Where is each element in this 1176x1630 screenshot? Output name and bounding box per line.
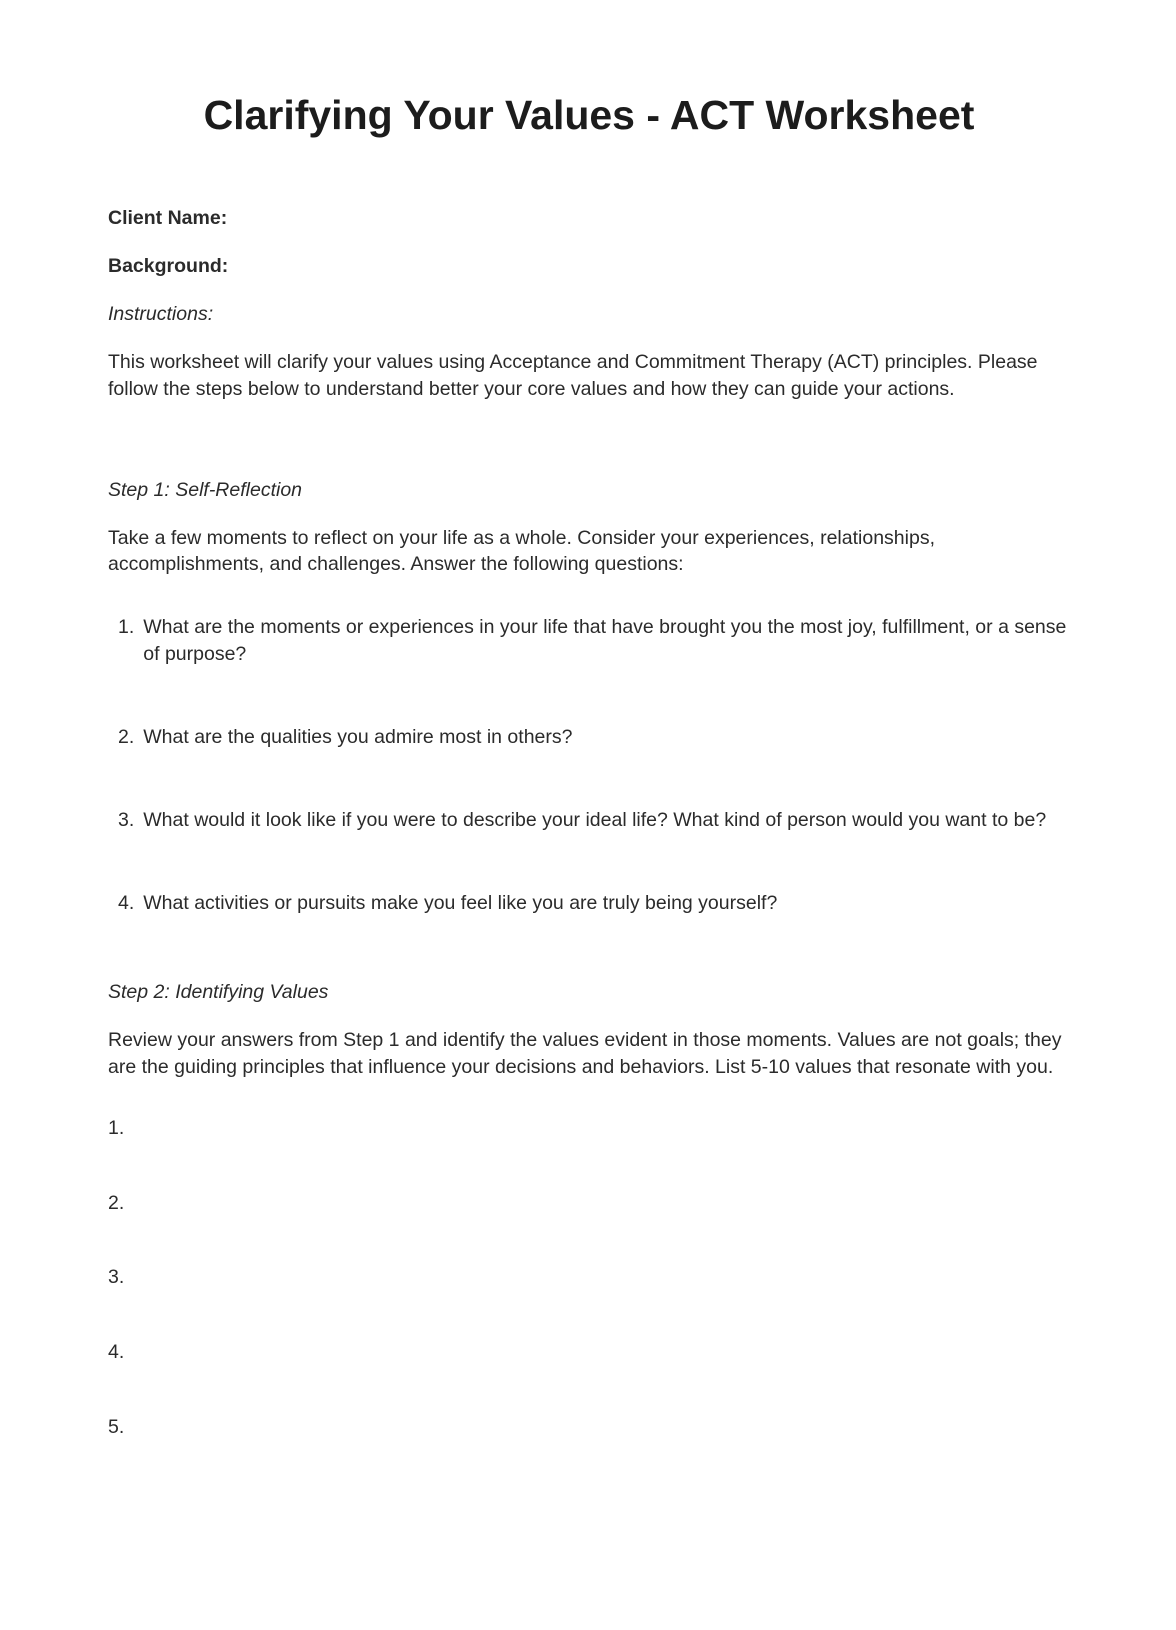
- step1-section: [108, 477, 1070, 917]
- question-number: 2.: [118, 726, 135, 749]
- instructions-text: This worksheet will clarify your values using Acceptance and Commitment Therapy (ACT) principles. Please follow the steps below to understand better your core values and how they can guide your actions.: [108, 350, 1038, 400]
- step1-question-list: [108, 614, 1070, 917]
- question-number: 3.: [118, 809, 135, 832]
- list-item: [118, 614, 1070, 668]
- value-line: 4.: [108, 1341, 125, 1364]
- step2-section: [108, 979, 1070, 1441]
- page-title: Clarifying Your Values - ACT Worksheet: [203, 92, 975, 138]
- question-text: What are the moments or experiences in your life that have brought you the most joy, fulfillment, or a sense of purpose?: [143, 616, 1067, 666]
- client-name-label: Client Name:: [108, 207, 228, 230]
- step2-heading: Step 2: Identifying Values: [108, 980, 329, 1003]
- list-item: [118, 807, 1070, 834]
- step2-intro: Review your answers from Step 1 and identify the values evident in those moments. Values are not goals; they are the guiding principles that influence your decisions and behaviors. List 5-10 values that resonate with you.: [108, 1028, 1062, 1078]
- step1-intro: Take a few moments to reflect on your life as a whole. Consider your experiences, relationships, accomplishments, and challenges. Answer the following questions:: [108, 526, 935, 576]
- value-line: 1.: [108, 1116, 125, 1139]
- step2-values-list: [108, 1115, 1070, 1442]
- question-text: What would it look like if you were to describe your ideal life? What kind of person would you want to be?: [143, 809, 1047, 832]
- question-number: 1.: [118, 616, 135, 639]
- question-text: What activities or pursuits make you feel like you are truly being yourself?: [143, 892, 778, 915]
- instructions-label: Instructions:: [108, 302, 214, 325]
- question-number: 4.: [118, 892, 135, 915]
- step1-heading: Step 1: Self-Reflection: [108, 478, 303, 501]
- value-line: 3.: [108, 1266, 125, 1289]
- list-item: [118, 890, 1070, 917]
- question-text: What are the qualities you admire most in others?: [143, 726, 573, 749]
- background-label: Background:: [108, 255, 229, 278]
- value-line: 5.: [108, 1416, 125, 1439]
- list-item: [118, 724, 1070, 751]
- value-line: 2.: [108, 1191, 125, 1214]
